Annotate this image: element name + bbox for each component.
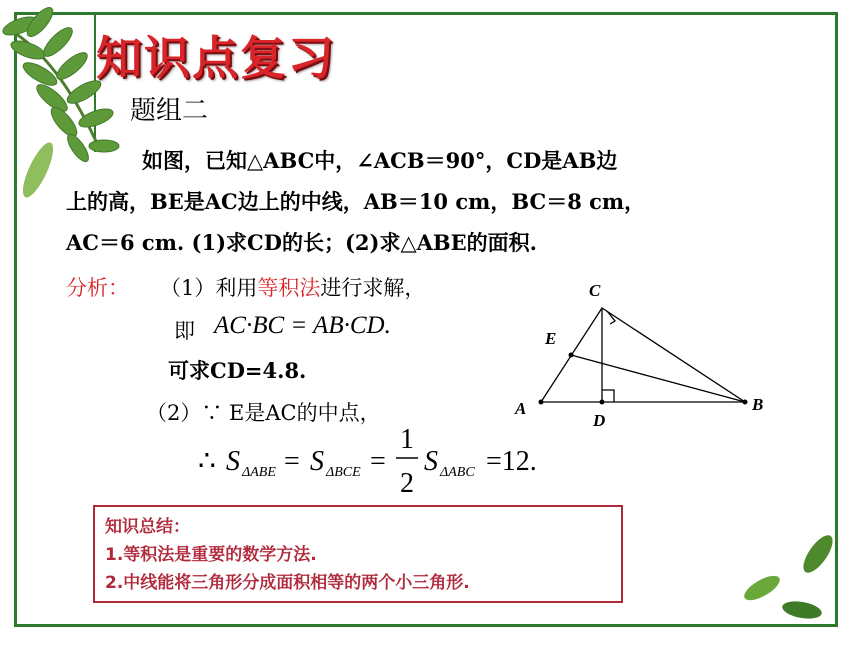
- leaf-decoration-icon: [730, 530, 840, 630]
- problem-statement: [66, 140, 786, 263]
- sub-bce: ΔBCE: [326, 465, 361, 480]
- analysis-step-2: （2）∵ E是AC的中点，: [146, 401, 381, 425]
- sub-abe: ΔABE: [242, 465, 276, 480]
- eq-2: =: [370, 446, 386, 477]
- summary-heading: 知识总结：: [105, 517, 190, 537]
- page-title: 知识点复习: [96, 31, 336, 85]
- summary-point-1: 1.等积法是重要的数学方法.: [105, 545, 317, 565]
- sub-abc: ΔABC: [440, 465, 475, 480]
- summary-point-2: 2.中线能将三角形分成面积相等的两个小三角形.: [105, 573, 470, 593]
- label-c: C: [589, 281, 601, 300]
- label-b: B: [752, 395, 764, 414]
- page-subtitle: 题组二: [130, 96, 209, 126]
- problem-line-1: 如图，已知△ABC中，∠ACB＝90°，CD是AB边: [142, 148, 618, 173]
- problem-line-2: 上的高，BE是AC边上的中线，AB＝10 cm，BC＝8 cm，: [66, 189, 646, 214]
- method-highlight: 等积法: [257, 276, 321, 300]
- label-d: D: [593, 411, 606, 430]
- analysis-ji: 即: [174, 319, 195, 343]
- label-a: A: [515, 399, 527, 418]
- analysis-result-cd: 可求CD=4.8.: [168, 358, 307, 383]
- frac-den: 2: [400, 468, 414, 499]
- knowledge-summary-box: [93, 505, 623, 603]
- equal-area-formula: AC·BC = AB·CD.: [214, 312, 391, 339]
- analysis-label: 分析：: [66, 276, 129, 300]
- s-abc: S: [424, 446, 438, 477]
- problem-line-3: AC＝6 cm. (1)求CD的长；(2)求△ABE的面积.: [66, 230, 537, 255]
- frac-num: 1: [400, 424, 414, 455]
- label-e: E: [545, 329, 557, 348]
- triangle-diagram: [505, 278, 785, 438]
- area-result: =12.: [486, 446, 537, 477]
- therefore-symbol: ∴: [198, 446, 216, 477]
- s-bce: S: [310, 446, 324, 477]
- analysis-step-1: （1）利用等积法进行求解，: [160, 276, 426, 300]
- s-abe: S: [226, 446, 240, 477]
- eq-1: =: [284, 446, 300, 477]
